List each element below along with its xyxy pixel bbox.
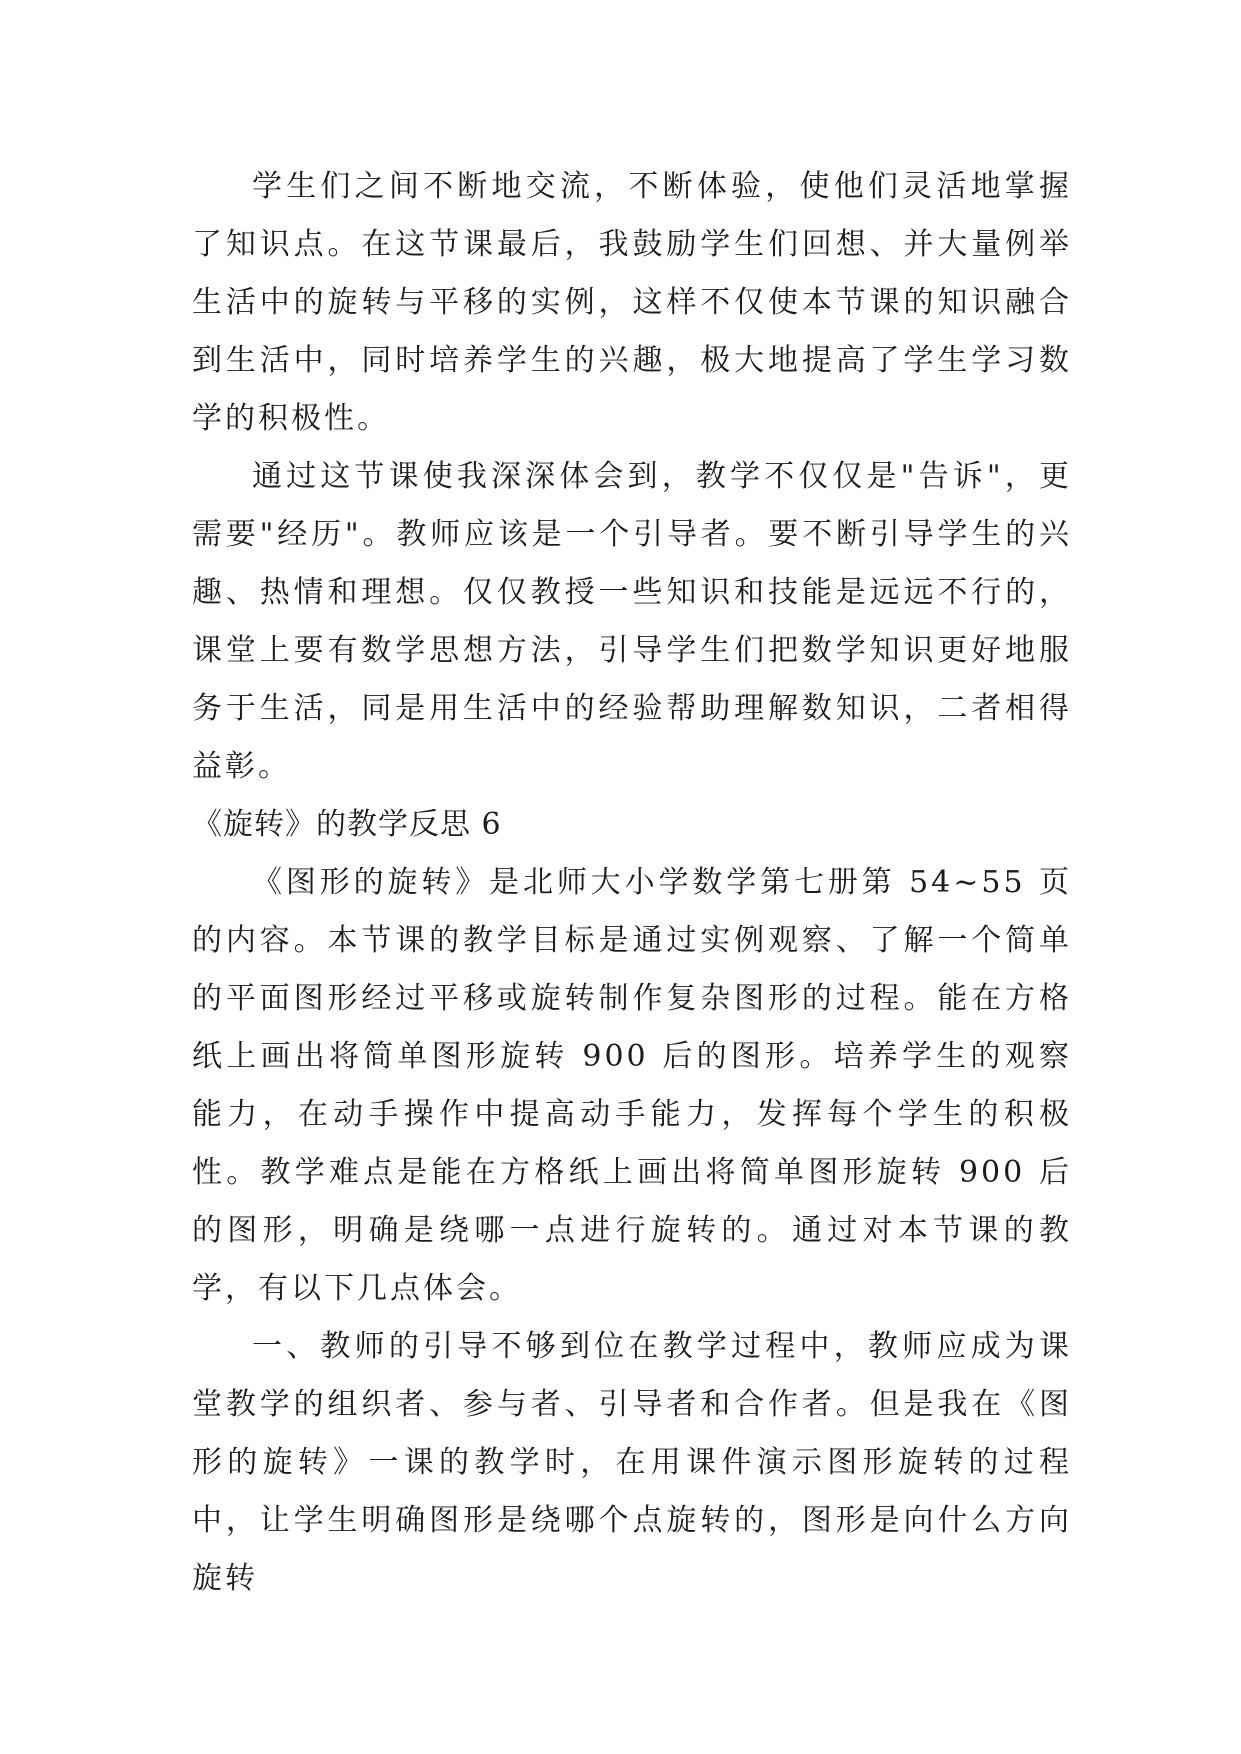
paragraph-lesson-overview: 《图形的旋转》是北师大小学数学第七册第 54~55 页的内容。本节课的教学目标是通过实例观察、了解一个简单的平面图形经过平移或旋转制作复杂图形的过程。能在方格纸上画出将简单图形旋转 900 后的图形。培养学生的观察能力，在动手操作中提高动手能力，发挥每个学生的积极性。教学难点是能在方格纸上画出将简单图形旋转 900 后的图形，明确是绕哪一点进行旋转的。通过对本节课的教学，有以下几点体会。 xyxy=(192,865,1072,1306)
paragraph-student-exchange: 学生们之间不断地交流，不断体验，使他们灵活地掌握了知识点。在这节课最后，我鼓励学生们回想、并大量例举生活中的旋转与平移的实例，这样不仅使本节课的知识融合到生活中，同时培养学生的兴趣，极大地提高了学生学习数学的积极性。 xyxy=(192,169,1072,436)
paragraph-teaching-reflection: 通过这节课使我深深体会到，教学不仅仅是"告诉"，更需要"经历"。教师应该是一个引导者。要不断引导学生的兴趣、热情和理想。仅仅教授一些知识和技能是远远不行的，课堂上要有数学思想方法，引导学生们把数学知识更好地服务于生活，同是用生活中的经验帮助理解数知识，二者相得益彰。 xyxy=(192,459,1072,784)
section-title: 《旋转》的教学反思 6 xyxy=(192,807,502,842)
paragraph-teacher-guidance: 一、教师的引导不够到位在教学过程中，教师应成为课堂教学的组织者、参与者、引导者和合作者。但是我在《图形的旋转》一课的教学时，在用课件演示图形旋转的过程中，让学生明确图形是绕哪个点旋转的，图形是向什么方向旋转 xyxy=(192,1329,1072,1596)
document-body xyxy=(192,158,1072,1608)
